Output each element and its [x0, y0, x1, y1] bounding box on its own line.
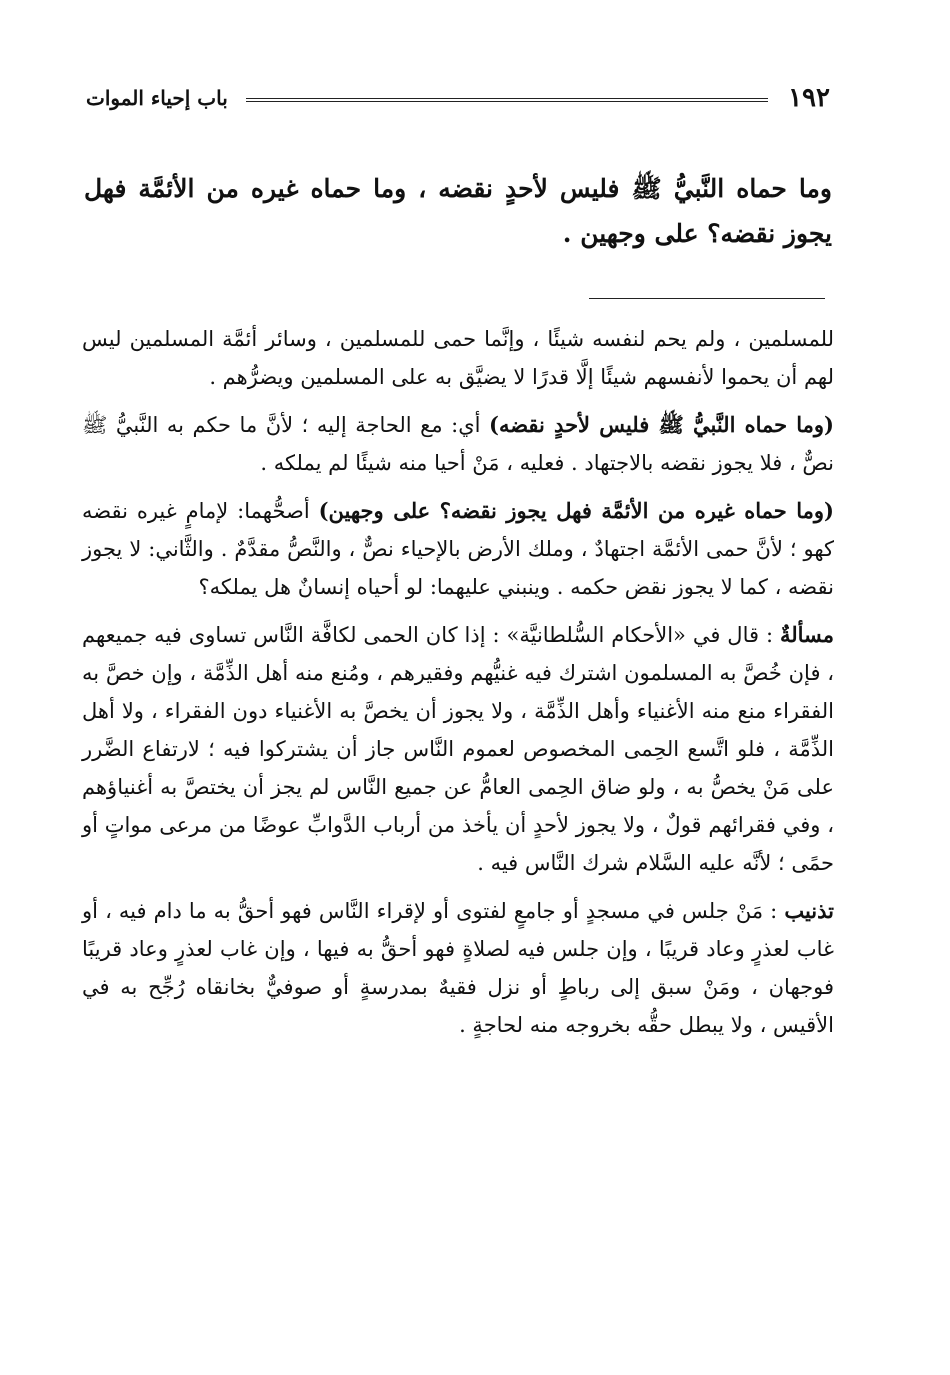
matn-quote: (وما حماه النَّبيُّ ﷺ فليس لأحدٍ نقضه) [489, 412, 834, 437]
commentary-text: : مَنْ جلس في مسجدٍ أو جامعٍ لفتوى أو لإقراء النَّاس فهو أحقُّ به ما دام فيه ، أو غاب لعذرٍ وعاد قريبًا ، وإن جلس فيه لصلاةٍ فهو أحقُّ به فيها ، وإن غاب لعذرٍ وعاد قريبًا فوجهان ، ومَنْ سبق إلى رباطٍ أو نزل فقيهٌ بمدرسةٍ أو صوفيٌّ بخانقاه رُجِّح به في الأقيس ، ولا يبطل حقُّه بخروجه منه لحاجةٍ . [82, 899, 834, 1037]
masala-paragraph [82, 616, 834, 882]
matn-quote: (وما حماه غيره من الأئمَّة فهل يجوز نقضه؟ على وجهين) [318, 498, 834, 523]
masala-heading: مسألةٌ [779, 622, 834, 647]
header-rule [246, 98, 768, 102]
matn-separator [589, 298, 825, 299]
commentary-text: : قال في «الأحكام السُّلطانيَّة» : إذا كان الحمى لكافَّة النَّاس تساوى فيه جميعهم ، فإن خُصَّ به المسلمون اشترك فيه غنيُّهم وفقيرهم ، ومُنع منه أهل الذِّمَّة ، وإن خصَّ به الفقراء منع منه الأغنياء وأهل الذِّمَّة ، ولا يجوز أن يخصَّ به الأغنياء دون الفقراء ، ولا أهل الذِّمَّة ، فلو اتَّسع الحِمى المخصوص لعموم النَّاس جاز أن يشتركوا فيه ؛ لارتفاع الضَّرر على مَنْ يخصُّ به ، ولو ضاق الحِمى العامُّ عن جميع النَّاس لم يجز أن يختصَّ به أغنياؤهم ، وفي فقرائهم قولٌ ، ولا يجوز لأحدٍ أن يأخذ من أرباب الدَّوابِّ عوضًا من مرعى مواتٍ أو حمًى ؛ لأنَّه عليه السَّلام شرك النَّاس فيه . [82, 623, 834, 875]
page-number: ١٩٢ [788, 83, 830, 113]
commentary-text: أي: مع الحاجة إليه ؛ لأنَّ ما حكم به النَّبيُّ ﷺ نصٌّ ، فلا يجوز نقضه بالاجتهاد . فعليه ، مَنْ أحيا منه شيئًا لم يملكه . [82, 413, 834, 475]
tadhnib-paragraph [82, 892, 834, 1044]
commentary [82, 320, 834, 1054]
page-header [86, 78, 830, 118]
commentary-text: أصحُّهما: لإمامٍ غيره نقضه كهو ؛ لأنَّ حمى الأئمَّة اجتهادٌ ، وملك الأرض بالإحياء نصٌّ ، والنَّصُّ مقدَّمٌ . والثَّاني: لا يجوز نقضه ، كما لا يجوز نقض حكمه . وينبني عليهما: لو أحياه إنسانٌ هل يملكه؟ [82, 499, 834, 599]
running-title: باب إحياء الموات [86, 86, 228, 110]
tadhnib-heading: تذنيب [784, 898, 834, 923]
commentary-paragraph-2 [82, 406, 834, 482]
matn-text: وما حماه النَّبيُّ ﷺ فليس لأحدٍ نقضه ، وما حماه غيره من الأئمَّة فهل يجوز نقضه؟ على وجهين . [84, 174, 832, 248]
commentary-paragraph-1: للمسلمين ، ولم يحم لنفسه شيئًا ، وإنَّما حمى للمسلمين ، وسائر أئمَّة المسلمين ليس لهم أن يحموا لأنفسهم شيئًا إلَّا قدرًا لا يضيَّق به على المسلمين ويضرُّهم . [82, 327, 834, 389]
commentary-paragraph-3 [82, 492, 834, 606]
